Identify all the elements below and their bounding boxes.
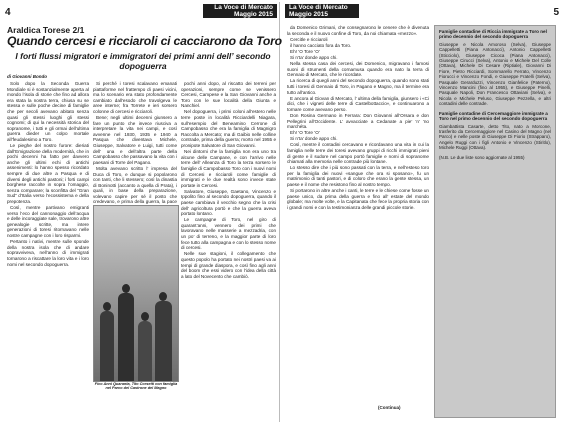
article-column-3 <box>181 81 276 419</box>
paragraph: Solo dopo la Seconda Guerra Mondiale si è sostanzialmente aperta al mondo l’isola di storie che fino ad allora era stata la nostra terra, chiusa su se stessa e sulle poche decine di famiglie che per secoli avevano abitato senza quasi gli stessi luoghi gli stessi cognomi; di qui la necessità storica del sopranome, i tutti e gli ormai dell’ultima guerra dieder un colpo mortale all’feudalesimo a Toro. <box>7 81 89 142</box>
article-column-1 <box>7 81 89 419</box>
paragraph: Nei dintorni che la famiglia non era uno tra alcune delle Campane, e con l’arrivo nelle terre dell’ Alleanza di Toro la terza sorsero le famiglie di Campobasso Toro con i nuovi nomi di Cercesi e ricciaroli come famiglie di immigrati e le due realtà sono invece state portate in Cercesi. <box>181 149 276 188</box>
sidebar-title-riccia: Famiglie contadine di Riccia immigrate a Toro nel primo decennio del secondo dopoguerra <box>439 29 547 40</box>
header-title: La Voce di Mercato <box>214 4 273 11</box>
immigrant-families-sidebar <box>434 25 556 418</box>
article-column-2 <box>93 81 177 203</box>
paragraph: Si perché i toresi scalavano emanati piattaforme nel frattempo di paesi vicini, ma lo scenario era stato profondamente cambiato dall’esodo che travolgeva le aree interne; fra Torrete e ieri sorsero colonne di cercesi e ricciaroli. <box>93 81 177 114</box>
paragraph: Nella stessa casa dei cercesi, dei Domenico, migravano i famosi suoni di strumenti della cornamusa quando era nato la terra di Gennaio di Mercato, che le ricordate. <box>287 61 429 78</box>
page-number-right: 5 <box>553 7 559 18</box>
sidebar-title-cercemaggiore: Famiglie contadine di Cercemaggiore immigrate a Toro nel primo decennio del secondo dopoguerra <box>439 110 548 122</box>
paragraph: Pertanto i nativi, mentre sulle sponde della nostra isola che di andare sopravviveva, nell’anno di immigrati tornarono a riscattare la loro vita e i loro nomi nel secondo dopoguerra. <box>7 239 89 267</box>
header-title: La Voce di Mercato <box>289 4 348 11</box>
continua-label: (Continua) <box>378 405 401 410</box>
header-banner-right <box>285 4 359 18</box>
paragraph: Si n’ta’ donde appo chi. <box>290 136 338 142</box>
paragraph: Nelle sue stagioni, il collegamento che questo popolo ha portato nei nostri paesi va ai tempi di grande diaspora, e così fino agli anni del boom che essi videro con l’idea della città a lato del Novecento che cambiò. <box>181 251 276 279</box>
paragraph: Si portarono in altre anche i canti, le terre e le chiese come fosse un paese unico, da prima della guerra e fino all’ estate del mondo globale; ma molte volte, e la Capitanata che fece la propria storia con i grandi nomi e con la testimonianza delle grandi piccole storie. <box>287 188 429 210</box>
paragraph: E ancora al Giovan di Mercato, l’ ultima della famiglia, giunsero i «Ci dici, che i vigneti delle terre di Castelbottaccio», e continuarono a tornare come avevano perso. <box>287 95 429 112</box>
header-date: Maggio 2015 <box>233 11 273 18</box>
sidebar-note: (N.B. Le due liste sono aggiornate al 1955) <box>439 154 525 160</box>
paragraph: Nel dopoguerra, i primi coloni all’estero nelle terre poste in località Ricciardelli Niagara, sull’esempio del Beneamino Cerrone di Campobasso che era la famiglia di Magnigro Raccolta a Mercato; ma di Gaibio nelle colline contrade, prima della guerra; morto nel 1955 e pronipote Salvatore di San Giovanni. <box>181 109 276 149</box>
paragraph: da Domenico Grimani, che consegnarono le cenere che è divenuta la seconda e il nuovo confine di Toro, da noi chiamata «mezzo». <box>287 25 429 36</box>
paragraph: Le pieghe del nostro furore: dieriati dall’Emigrazione della modernità, che in pochi decenni ha fatto per davvero anche gli ultimi echi di antichi assenimenti: lo hanno spesso ricordato sempre di due altre a Pasqua e di diversi degli antichi pastoni; i forti campi borghese raccolte in sopra l’omaggio, senza comparare; la sconfitta del “Gran Sud” d’Italia verso l’ecossistema e della prepotenza. <box>7 143 89 204</box>
article-subtitle: I forti flussi migratori e immigratori dei primi anni dell’ secondo dopoguerra <box>15 51 271 71</box>
paragraph: Eh! ‘O Tore ‘O’ <box>290 130 320 136</box>
sidebar-text-riccia: Giuseppe e Nicola Amoroso (Selva), Giuseppe Cappelletti (Piana Antonacci), Antonio Cappelletti (Sticciolo), Giuseppe Cicoca (Piana Antonacci), Giuseppe Cirucci (Selva), Antonio e Michele Del Colle (Ottava), Michele Di Cesare (Riptiale), Giovanni Di Fiore, Pietro Ricciardi, Sommarello Ferrato, Vincenzo Fiorucci e Vincenzo Fondi, e Giuseppe Fratelli (Selva), Pasquale Gerarduzzi, Vincenzo Gianfelice (Paterno), Vincenzo Mancini (fino al 1955), e Giuseppe Pinelli, Pasquale Napoli, Don Francesco Ottaviani (Selva), e Nicola e Michele Peluso, Giuseppe Pezzella, e altri contadini delle contrade. <box>439 41 551 107</box>
paragraph: Così, mentre il contadini cercavano e ricordavano una vita in cui la famiglia nelle terre dei toresi avevano gruppi di ricchi immigrati pieni di gente e il sudore nel campo portò famiglie e nomi di sopranome chiamati alla memoria nelle contrade più lontane. <box>287 142 429 165</box>
paragraph: Salvatore, Giuseppe, Gaetano, Vincenzo e Ippolito fino al secondo dopoguerra, quando il paese cambiava il vecchio segno che la crisi dell’ agricoltura portò e che la guerra aveva portato lontano. <box>181 188 276 217</box>
page-number-left: 4 <box>5 7 11 18</box>
paragraph: Così, mentre partivano emigranti verso l’eco del cannonaggio dell’acqua e delle incoraggiate sale, trovarono altre genealogie scritte, ma intere generazioni di toresi ritornavano nelle nostre campagne con i loro risparmi. <box>7 205 89 239</box>
photo-caption: Fico Anni Quaranta, Tito Corsetti con famiglia nel Parco del Castrone del Magno <box>94 382 178 391</box>
paragraph: Molta avevano scritto l’ impresa del Duca di Toro, e dunque si popolarono con tanti, che li stessero; così la dinastia di Boninotti (accanto a quella di Prata), i quali, in base della preparazione, volevano capire per sé il posto che credevano, e prima della guerra, la pace <box>93 165 177 205</box>
byline: di Giovanni Bondo <box>7 74 47 79</box>
paragraph: Lo stesso dire che i più sono passati con la terra, e nell’esteso toro per la famiglia dei nuovi «sangue che ora si sposano», fu un matrimonio di tanti pastori, e di coloro che erano la gente stessa, un paese e il nome che resistono fino al nostro tempo. <box>287 165 429 188</box>
paragraph: La ricerca di quegli anni del secondo dopoguerra, quando sono stati tutti i toresi di Gennaio di Toro, in Pagano e Magno, ma il termine era tutto all’antico. <box>287 78 429 95</box>
paragraph: Eh! ‘O Tore ‘O’ <box>290 48 320 54</box>
article-title: Quando cercesi e ricciaroli ci cacciarono da Toro <box>7 34 282 48</box>
sidebar-text-cercemaggiore: Giambattista Casarte, detto Tito, nato a Morcone, trasferito da Cercemaggiore nel Casino del Magno (nel Parco) e nelle poste di Giuseppe Di Fiorio (Strapparo), Angelo Ruggi con i figli Antonio e Vincenzo (Stiritlo), Michele Ruggi (Ottava). <box>439 123 551 151</box>
paragraph: Bene; negli ultimi decenni giunsero a fare un punto che invece riusciva a interpretare la vita nei campi, e così avvenne nel 1930, 1935 e 1940 a Pasqua che diventava Michele, Giuseppe, Salvatore e Luigi, tutti come dell’ una e dell’altra parte della Campobasso che passavano la vita con i paesani di Torre del Pagano. <box>93 115 177 165</box>
historical-family-photo <box>93 205 179 382</box>
header-banner-left <box>203 4 277 18</box>
section-label: Araldica Torese 2/1 <box>7 25 85 35</box>
header-date: Maggio 2015 <box>289 11 329 18</box>
paragraph: pochi anni dopo, al riscatto dei terreni per operazioni, sempre come se venissero Cercesi, Campese e la San Giovanni anche a Toro con le sue località della Giunta e Nanchiel. <box>181 81 276 109</box>
paragraph: Le campagne di Toro, nel giro di quarant’anni, vennero dei primi che lavoravano nelle masserie a mezzadria, con un po’ di terreno, e la maggior parte di loro fece tutto alla campagna e con lo stesso nome di cercesi. <box>181 217 276 251</box>
paragraph: Don Rosina Germano in Ferrara: Don Giovanni all’Orsara e don Pellegrini all’Occidente. L’ avvacciate a Cedanate a pie’ ‘n’ ‘no marchéta. <box>287 112 429 130</box>
article-continuation-column <box>287 25 429 403</box>
paragraph: Cercitle e ricciaroli <box>290 36 328 42</box>
right-page <box>283 2 562 422</box>
left-page <box>3 2 280 422</box>
paragraph: il hanno cacciato fora da Toro. <box>290 42 352 48</box>
paragraph: Si n’ta’ donde appo chi. <box>290 54 338 60</box>
